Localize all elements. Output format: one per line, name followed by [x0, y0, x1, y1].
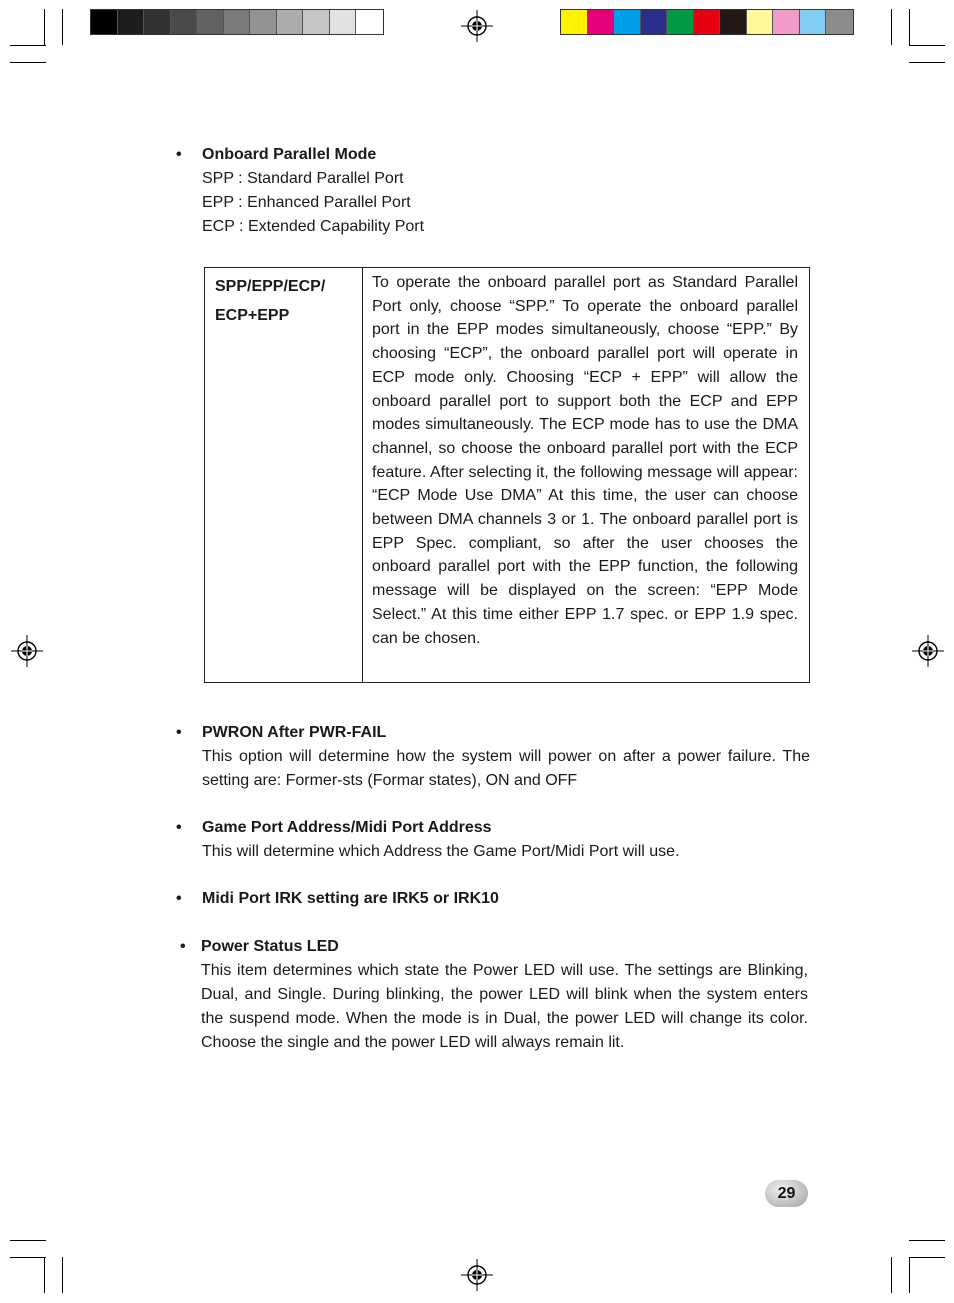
page-number-badge: [765, 1180, 808, 1207]
option-name-line: ECP+EPP: [215, 307, 290, 324]
section-heading: [176, 143, 810, 167]
section-pwron-after-pwr-fail: [176, 721, 810, 793]
section-body: This option will determine how the system will power on after a power failure. The setting are: Former-sts (Formar states), ON and OFF: [202, 748, 810, 789]
crop-mark: [10, 45, 46, 46]
heading-text: Midi Port IRK setting are IRK5 or IRK10: [202, 890, 499, 907]
color-swatch: [641, 10, 668, 34]
crop-mark: [909, 1240, 945, 1241]
crop-mark: [909, 62, 945, 63]
crop-mark: [909, 9, 910, 45]
page-number: 29: [777, 1184, 796, 1202]
bullet-icon: •: [180, 938, 186, 955]
crop-mark: [10, 62, 46, 63]
grayscale-calibration-bar: [90, 9, 384, 35]
color-swatch: [720, 10, 747, 34]
mode-ecp: ECP : Extended Capability Port: [202, 218, 425, 235]
section-power-status-led: [180, 935, 808, 1055]
section-body: This will determine which Address the Game Port/Midi Port will use.: [202, 843, 680, 860]
crop-mark: [891, 1257, 892, 1293]
mode-spp: SPP : Standard Parallel Port: [202, 170, 404, 187]
gray-swatch: [197, 10, 224, 34]
parallel-mode-table: [204, 267, 810, 683]
section-heading: [176, 816, 810, 840]
color-swatch: [773, 10, 800, 34]
section-game-port-address: [176, 816, 810, 864]
bullet-icon: •: [176, 724, 182, 741]
color-swatch: [747, 10, 774, 34]
registration-mark-icon: [461, 1259, 493, 1291]
crop-mark: [10, 1240, 46, 1241]
bullet-icon: •: [176, 819, 182, 836]
gray-swatch: [91, 10, 118, 34]
heading-text: Power Status LED: [201, 938, 339, 955]
crop-mark: [909, 1257, 945, 1258]
option-name-line: SPP/EPP/ECP/: [215, 278, 326, 295]
mode-list: [176, 167, 810, 239]
crop-mark: [62, 1257, 63, 1293]
gray-swatch: [118, 10, 145, 34]
color-swatch: [667, 10, 694, 34]
section-body: This item determines which state the Power LED will use. The settings are Blinking, Dual, and Single. During blinking, the power LED will blink when the system enters the suspend mode. When the mode is in Dual, the power LED will change its color. Choose the single and the power LED will always remain lit.: [201, 962, 808, 1051]
color-swatch: [561, 10, 588, 34]
color-swatch: [614, 10, 641, 34]
color-swatch: [694, 10, 721, 34]
gray-swatch: [303, 10, 330, 34]
crop-mark: [62, 9, 63, 45]
crop-mark: [909, 45, 945, 46]
color-swatch: [826, 10, 853, 34]
gray-swatch: [250, 10, 277, 34]
crop-mark: [44, 9, 45, 45]
section-midi-port-irk: [176, 887, 810, 911]
gray-swatch: [144, 10, 171, 34]
gray-swatch: [171, 10, 198, 34]
option-name-cell: [205, 268, 363, 682]
heading-text: Onboard Parallel Mode: [202, 146, 377, 163]
registration-mark-icon: [461, 10, 493, 42]
section-onboard-parallel-mode: [176, 143, 810, 239]
color-calibration-bar: [560, 9, 854, 35]
crop-mark: [891, 9, 892, 45]
gray-swatch: [277, 10, 304, 34]
heading-text: PWRON After PWR-FAIL: [202, 724, 387, 741]
option-description-cell: To operate the onboard parallel port as Standard Parallel Port only, choose “SPP.” To operate the onboard parallel port in the EPP modes simultaneously, choose “EPP.” By choosing “ECP”, the onboard parallel port will operate in ECP mode only. Choosing “ECP + EPP” will allow the onboard parallel port to support both the ECP and EPP modes simultaneously. The ECP mode has to use the DMA channel, so choose the onboard parallel port with the ECP feature. After selecting it, the following message will appear: “ECP Mode Use DMA” At this time, the user can choose between DMA channels 3 or 1. The onboard parallel port is EPP Spec. compliant, so after the user chooses the onboard parallel port with the EPP function, the following message will be displayed on the screen: “EPP Mode Select.” At this time either EPP 1.7 spec. or EPP 1.9 spec. can be chosen.: [372, 274, 798, 647]
crop-mark: [44, 1257, 45, 1293]
section-heading: [180, 935, 808, 959]
registration-mark-icon: [912, 635, 944, 667]
bullet-icon: •: [176, 890, 182, 907]
bullet-icon: •: [176, 146, 182, 163]
crop-mark: [909, 1257, 910, 1293]
registration-mark-icon: [11, 635, 43, 667]
color-swatch: [800, 10, 827, 34]
section-heading: [176, 887, 810, 911]
section-heading: [176, 721, 810, 745]
heading-text: Game Port Address/Midi Port Address: [202, 819, 492, 836]
mode-epp: EPP : Enhanced Parallel Port: [202, 194, 411, 211]
gray-swatch: [330, 10, 357, 34]
gray-swatch: [224, 10, 251, 34]
color-swatch: [588, 10, 615, 34]
gray-swatch: [356, 10, 383, 34]
crop-mark: [10, 1257, 46, 1258]
